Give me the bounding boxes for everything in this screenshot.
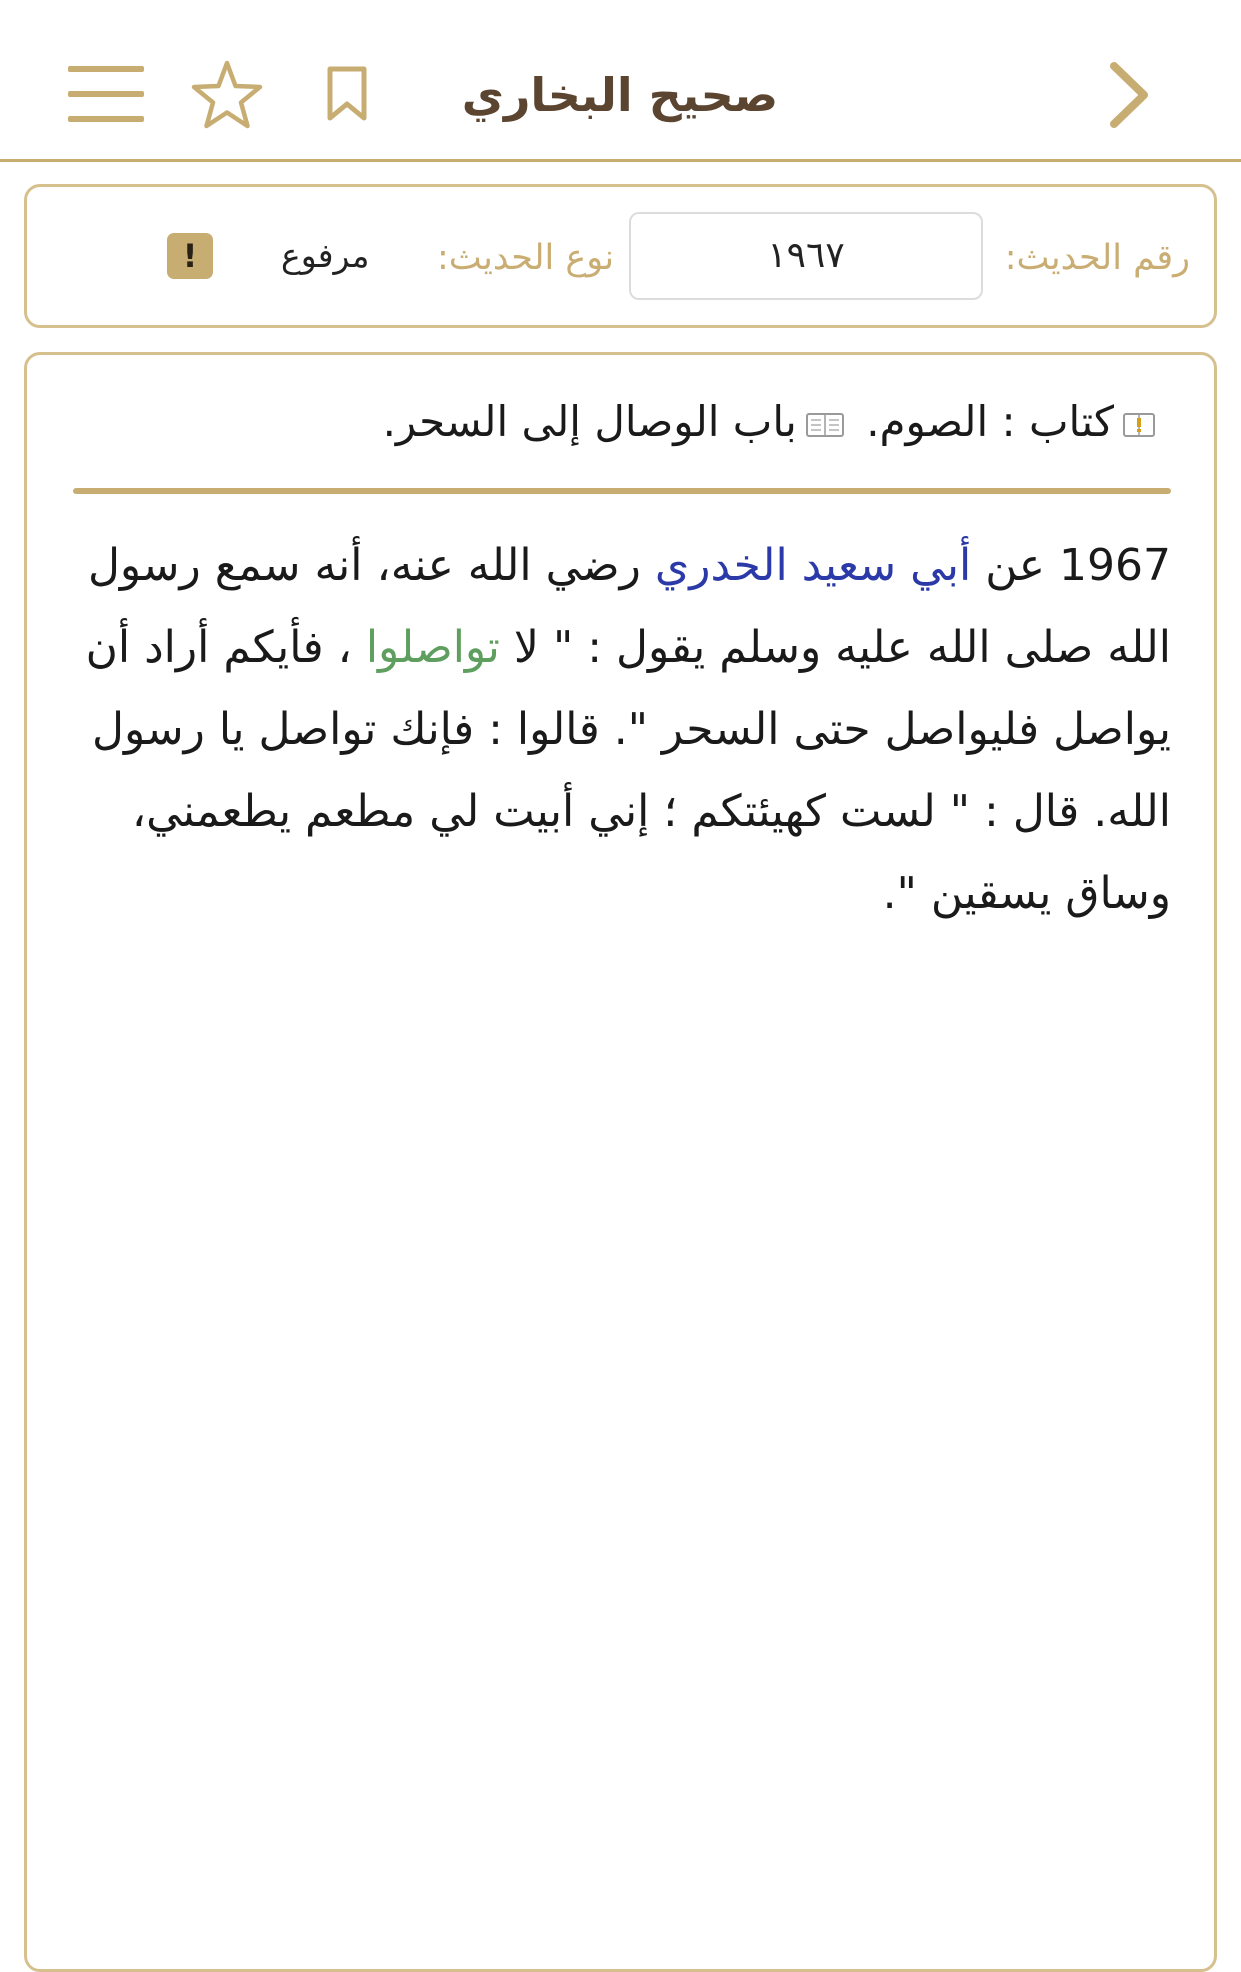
bookmark-icon[interactable] — [326, 66, 368, 122]
hadith-text-part: رضي الله عنه، أنه سمع رسول الله صلى الله عليه وسلم يقول : " لا — [87, 540, 1171, 673]
hadith-text-part: عن — [985, 540, 1046, 591]
warning-icon[interactable]: ! — [167, 233, 213, 279]
hadith-type-value: مرفوع — [281, 236, 370, 275]
open-book-icon[interactable] — [805, 411, 845, 439]
hadith-number: 1967 — [1059, 540, 1171, 591]
hadith-type-label: نوع الحديث: — [437, 238, 615, 278]
keyword-link[interactable]: تواصلوا — [365, 622, 500, 673]
hadith-text — [73, 525, 1171, 935]
hadith-info-panel — [24, 184, 1217, 328]
page-title: صحيح البخاري — [461, 68, 779, 122]
chapter-heading — [84, 387, 1164, 457]
menu-icon[interactable] — [68, 66, 144, 122]
chevron-right-icon[interactable] — [1108, 62, 1150, 128]
book-name: كتاب : الصوم. — [866, 397, 1114, 446]
star-icon[interactable] — [190, 60, 264, 130]
divider — [73, 488, 1171, 494]
section-name: باب الوصال إلى السحر. — [382, 397, 797, 446]
hadith-number-label: رقم الحديث: — [1004, 238, 1190, 278]
hadith-number-field[interactable]: ١٩٦٧ — [629, 212, 983, 300]
hadith-text-part: ، فأيكم أراد أن يواصل فليواصل حتى السحر ". قالوا : فإنك تواصل يا رسول الله. قال : " لست كهيئتكم ؛ إني أبيت لي مطعم يطعمني، وساق يسقين ". — [85, 622, 1171, 919]
hadith-content-panel — [24, 352, 1217, 1972]
narrator-link[interactable]: أبي سعيد الخدري — [654, 540, 972, 591]
info-book-icon[interactable] — [1122, 411, 1156, 439]
app-header — [0, 0, 1241, 162]
